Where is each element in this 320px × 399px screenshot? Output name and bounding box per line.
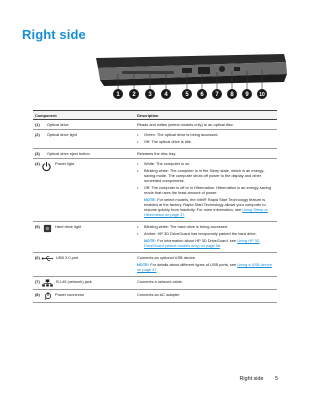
row-number: (5) [35,224,40,229]
note-text: For information about HP 3D DriveGuard, see [157,238,237,243]
note-label: NOTE: [144,197,157,202]
laptop-right-side-figure [94,52,289,102]
note-text: For select models, the Intel® Rapid Start Technology feature is enabled at the factory. Rapid Start Technology allows your computer to resume quickly from inactivity. For more information, see [144,197,266,212]
component-description: Releases the disc tray. [137,151,177,156]
page-footer [230,376,278,382]
bullet-text: Green: The optical drive is being accessed. [144,132,219,137]
note-label: NOTE: [137,262,150,267]
table-row [33,149,277,159]
row-number: (1) [35,122,40,127]
bullet-text: Blinking white: The computer is in the Sleep state, which is an energy-saving mode. The computer shuts off power to the display and other unneeded components. [144,168,265,183]
rj45-port-shape [198,67,210,74]
component-name: USB 2.0 port [56,255,79,260]
page-title: Right side [22,27,86,42]
table-row [33,277,277,290]
component-description: • Blinking white: The hard drive is being accessed. • Amber: HP 3D DriveGuard has temporarily parked the hard drive. NOTE: For information about HP 3D DriveGuard, see Using HP 3D DriveGuard (select models only) on page 56. [137,224,277,250]
usb-icon [41,255,54,262]
svg-text:4: 4 [164,92,168,99]
bullet-text: Off: The optical drive is idle. [144,139,192,144]
components-table [33,110,277,303]
table-row [33,130,277,149]
note: NOTE: For information about HP 3D DriveGuard, see Using HP 3D DriveGuard (select models only) on page 56. [144,238,260,248]
component-cell [47,279,137,287]
row-number: (6) [35,255,40,260]
note: NOTE: For details about different types of USB ports, see Using a USB device on page 47. [137,262,272,272]
hard-drive-icon [43,224,52,233]
row-number: (4) [35,161,40,166]
component-name: Optical drive light [47,132,77,137]
row-number: (3) [35,151,40,156]
network-jack-icon [42,279,53,287]
table-header [33,110,277,120]
power-connector-shape [219,66,225,72]
note: NOTE: For select models, the Intel® Rapid Start Technology feature is enabled at the factory. Rapid Start Technology allows your computer to resume quickly from inactivity. For more information, see Using Sleep or Hibernation on page 37. [144,197,268,217]
component-cell [47,224,137,250]
table-row [33,120,277,130]
svg-text:1: 1 [116,92,120,99]
bullet-text: Off: The computer is off or in Hibernation. Hibernation is an energy-saving mode that uses the least amount of power. [144,185,271,195]
component-cell [47,255,137,274]
component-name: RJ-45 (network) jack [56,279,92,284]
bullet-text: Blinking white: The hard drive is being accessed. [144,224,229,229]
row-number: (7) [35,279,40,284]
row-number: (2) [35,132,40,137]
description-text: Connects an optional USB device. [137,255,197,260]
note-text: For details about different types of USB ports, see [150,262,237,267]
component-description [137,255,277,274]
footer-section-title: Right side [239,376,264,382]
svg-text:9: 9 [245,92,249,99]
note-link[interactable]: Using Sleep or Hibernation on page 37 [144,207,268,217]
component-description: Connects a network cable. [137,279,183,284]
component-name: Power connector [55,292,85,297]
component-description: • White: The computer is on. • Blinking white: The computer is in the Sleep state, which is an energy-saving mode. The computer shuts off power to the display and other unneeded components. • Off: The computer is off or in Hibernation. Hibernation is an energy-saving mode that uses the least amount of power. NOTE: For select models, the Intel® Rapid Start Technology feature is enabled at the factory. Rapid Start Technology allows your computer to resume quickly from inactivity. For more information, see Using Sleep or Hibernation on page 37. [137,161,277,219]
svg-text:10: 10 [259,92,265,99]
svg-text:7: 7 [215,92,219,99]
header-component: Component [35,112,57,118]
svg-text:6: 6 [200,92,204,99]
component-name: Optical drive [47,122,69,127]
svg-text:3: 3 [148,92,152,99]
component-name: Hard drive light [55,224,82,229]
header-description: Description [137,112,159,118]
row-number: (8) [35,292,40,297]
svg-text:8: 8 [230,92,234,99]
table-row [33,290,277,303]
bullet-text: Amber: HP 3D DriveGuard has temporarily parked the hard drive. [144,231,257,236]
power-plug-icon [44,292,52,300]
power-icon [41,161,52,172]
page-number: 5 [275,376,278,382]
table-row [33,253,277,277]
table-row [33,222,277,253]
svg-text:2: 2 [132,92,136,99]
svg-text:5: 5 [185,92,189,99]
table-row [33,159,277,222]
component-cell [47,292,137,300]
component-name: Optical drive eject button [47,151,90,156]
component-cell [47,161,137,219]
note-link[interactable]: Using a USB device on page 47 [137,262,272,272]
bullet-text: White: The computer is on. [144,161,191,166]
component-name: Power light [55,161,75,166]
component-description: • Green: The optical drive is being accessed. • Off: The optical drive is idle. [137,132,277,146]
note-link[interactable]: Using HP 3D DriveGuard (select models only) on page 56 [144,238,260,248]
component-description: Reads and writes (select models only) to an optical disc. [137,122,234,127]
component-description: Connects an AC adapter. [137,292,181,297]
note-label: NOTE: [144,238,157,243]
